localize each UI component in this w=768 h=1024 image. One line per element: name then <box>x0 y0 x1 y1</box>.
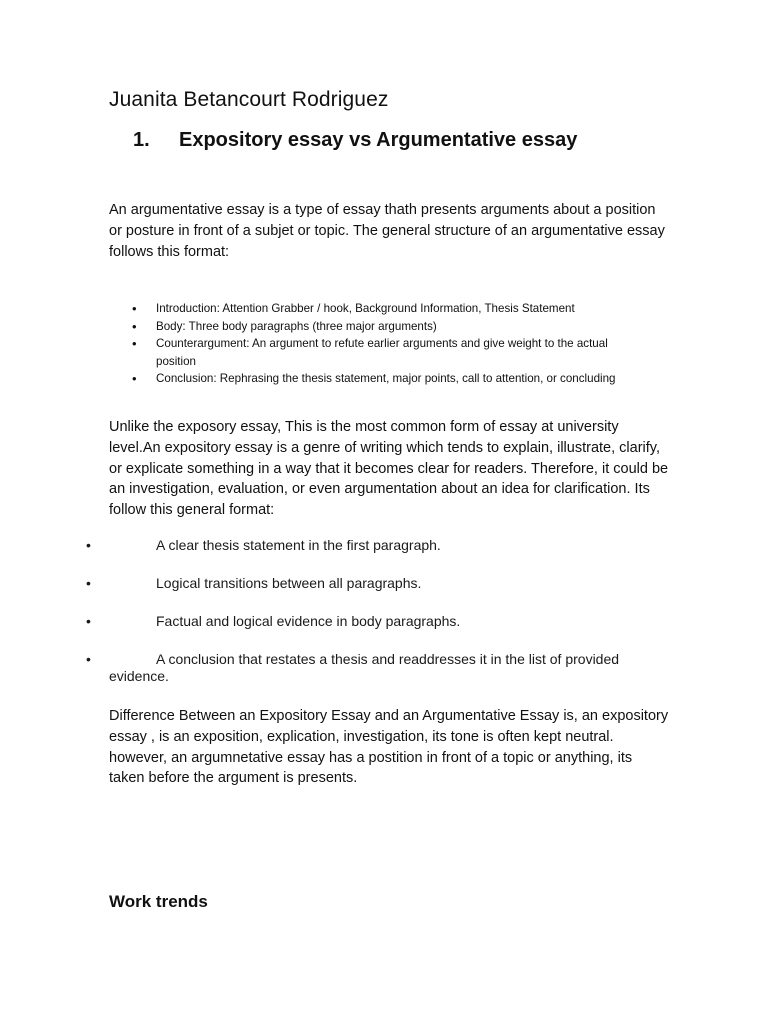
bullet-icon: • <box>86 537 91 553</box>
list-item: • Counterargument: An argument to refute earlier arguments and give weight to the actual position <box>130 335 650 370</box>
bullet-icon: • <box>86 651 91 667</box>
difference-paragraph: Difference Between an Expository Essay and an Argumentative Essay is, an expository essay , is an exposition, explication, investigation, its tone is often kept neutral. however, an argumnetative essay has a postition in front of a topic or anything, its taken before the argument is presents. <box>109 708 669 787</box>
expository-paragraph: Unlike the exposory essay, This is the most common form of essay at university level.An expository essay is a genre of writing which tends to explain, illustrate, clarify, or explicate something in a way that it becomes clear for readers. Therefore, it could be an investigation, evaluation, or even argumentation about an idea for clarification. Its follow this general format: <box>109 419 669 519</box>
list-item: • Body: Three body paragraphs (three major arguments) <box>130 318 650 336</box>
argumentative-format-list <box>130 300 650 388</box>
author-name: Juanita Betancourt Rodriguez <box>109 88 389 111</box>
list-item-text: Factual and logical evidence in body paragraphs. <box>156 613 461 629</box>
next-section-title: Work trends <box>109 892 208 911</box>
list-item <box>86 651 646 685</box>
list-item <box>86 575 646 592</box>
expository-format-list <box>86 537 646 706</box>
bullet-icon: • <box>86 575 91 591</box>
list-item <box>86 537 646 554</box>
section-number: 1. <box>133 129 150 151</box>
list-item: • Introduction: Attention Grabber / hook, Background Information, Thesis Statement <box>130 300 650 318</box>
list-item <box>86 613 646 630</box>
intro-paragraph: An argumentative essay is a type of essay thath presents arguments about a position or posture in front of a subjet or topic. The general structure of an argumentative essay follows this format: <box>109 202 665 260</box>
list-item-text: A conclusion that restates a thesis and readdresses it in the list of provided evidence. <box>109 651 620 684</box>
list-item-text: Logical transitions between all paragraphs. <box>156 575 422 591</box>
list-item-text: A clear thesis statement in the first paragraph. <box>156 537 441 553</box>
section-title: Expository essay vs Argumentative essay <box>179 129 578 151</box>
bullet-icon: • <box>86 613 91 629</box>
section-heading <box>133 129 577 152</box>
list-item: • Conclusion: Rephrasing the thesis statement, major points, call to attention, or concluding <box>130 370 650 388</box>
